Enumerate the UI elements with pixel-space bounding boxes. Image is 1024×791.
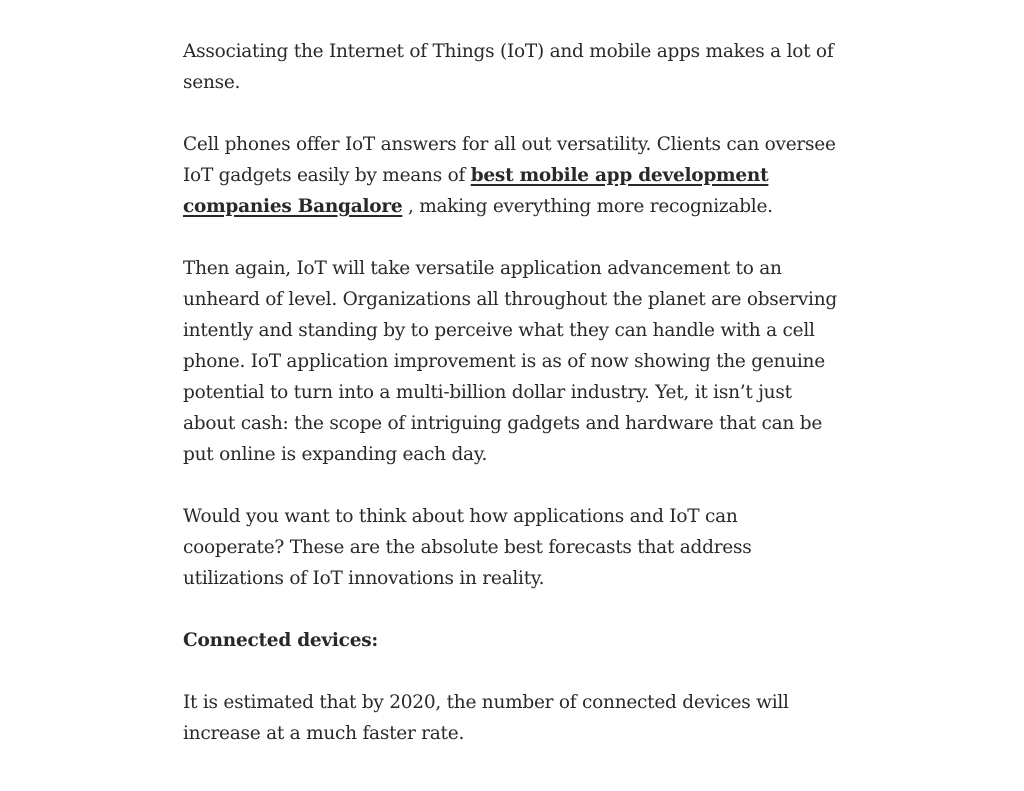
article-body bbox=[183, 36, 843, 780]
paragraph-iot-advancement: Then again, IoT will take versatile application advancement to an unheard of level. Organizations all throughout the planet are observing intently and standing by to perceive what they can handle with a cell phone. IoT application improvement is as of now showing the genuine potential to turn into a multi-billion dollar industry. Yet, it isn’t just about cash: the scope of intriguing gadgets and hardware that can be put online is expanding each day. bbox=[183, 258, 837, 465]
paragraph-forecasts: Would you want to think about how applications and IoT can cooperate? These are the absolute best forecasts that address utilizations of IoT innovations in reality. bbox=[183, 506, 752, 589]
paragraph-text-before-link: Cell phones offer IoT answers for all out versatility. Clients can oversee IoT gadgets easily by means of bbox=[183, 134, 836, 186]
paragraph-cell-phones bbox=[183, 129, 843, 222]
paragraph-connected-devices: It is estimated that by 2020, the number of connected devices will increase at a much faster rate. bbox=[183, 692, 789, 744]
app-development-link[interactable]: best mobile app development companies Bangalore bbox=[183, 165, 769, 217]
section-heading bbox=[183, 625, 843, 656]
heading-connected-devices: Connected devices: bbox=[183, 630, 378, 651]
paragraph-iot-intro: Associating the Internet of Things (IoT) and mobile apps makes a lot of sense. bbox=[183, 41, 834, 93]
paragraph-text-after-link: , making everything more recognizable. bbox=[402, 196, 773, 217]
